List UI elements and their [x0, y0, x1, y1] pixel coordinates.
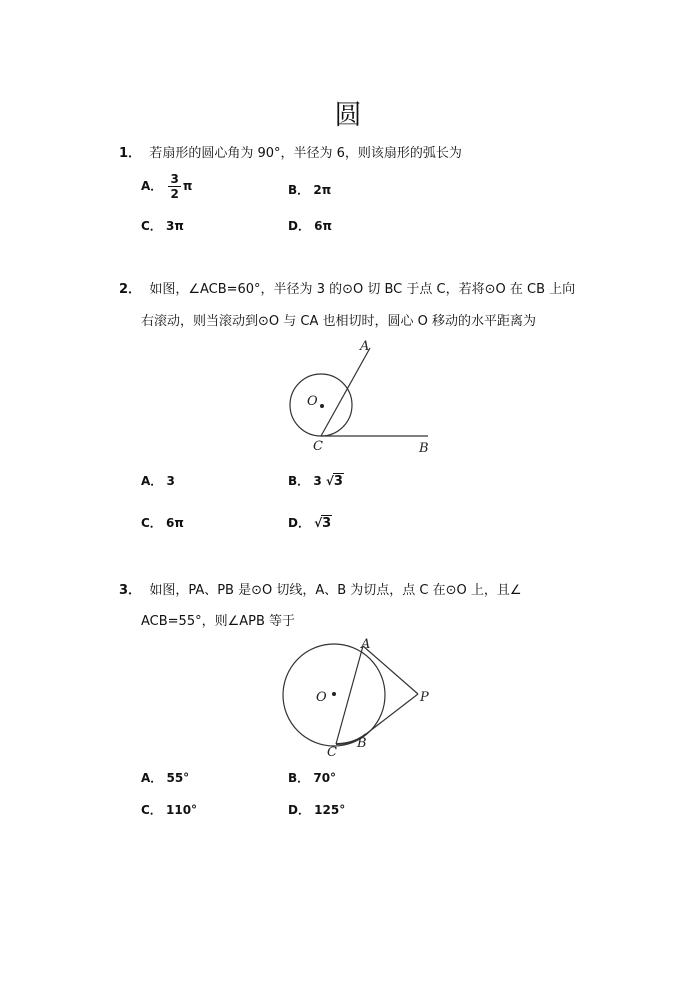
- q2-figure: [280, 338, 440, 460]
- question-number: 3．: [119, 583, 142, 598]
- ray-ca: [321, 348, 370, 436]
- label-b: B: [357, 736, 367, 751]
- tangent-pb: [366, 694, 418, 734]
- label-c: C: [313, 439, 323, 454]
- label-o: O: [307, 394, 318, 409]
- option-label: D．: [288, 803, 310, 817]
- label-b: B: [419, 441, 429, 456]
- question-2-line-2: 右滚动，则当滚动到⊙O 与 CA 也相切时，圆心 O 移动的水平距离为: [141, 314, 536, 329]
- option-label: D．: [288, 516, 310, 530]
- option-label: A．: [141, 474, 163, 488]
- question-text: 若扇形的圆心角为 90°，半径为 6，则该扇形的弧长为: [149, 146, 462, 161]
- option-label: B．: [288, 183, 310, 197]
- radicand: 3: [322, 516, 332, 531]
- question-3-line-1: [119, 582, 522, 600]
- option-value: 125°: [314, 803, 346, 817]
- q2-option-c[interactable]: [141, 514, 184, 532]
- label-c: C: [327, 745, 337, 760]
- question-text: 如图，PA、PB 是⊙O 切线，A、B 为切点，点 C 在⊙O 上，且∠: [149, 583, 522, 598]
- option-value: 55°: [166, 771, 190, 785]
- question-text: 如图，∠ACB=60°，半径为 3 的⊙O 切 BC 于点 C，若将⊙O 在 CB 上向: [149, 282, 576, 297]
- option-coefficient: 3: [313, 474, 322, 488]
- q3-option-b[interactable]: [288, 769, 336, 787]
- option-label: C．: [141, 219, 162, 233]
- center-point: [320, 404, 324, 408]
- q3-option-c[interactable]: [141, 801, 197, 819]
- q1-option-b[interactable]: [288, 181, 331, 199]
- option-value: 6π: [314, 219, 332, 233]
- q2-option-d[interactable]: [288, 514, 332, 532]
- option-label: C．: [141, 803, 162, 817]
- q2-option-b[interactable]: [288, 472, 344, 490]
- question-2-line-1: [119, 281, 575, 299]
- label-a: A: [361, 637, 371, 652]
- question-number: 2．: [119, 282, 142, 297]
- tangent-pa: [363, 646, 418, 694]
- label-o: O: [316, 690, 327, 705]
- fraction-numerator: 3: [170, 172, 179, 186]
- page-title: 圆: [334, 100, 362, 131]
- fraction: [168, 172, 180, 201]
- option-value: 6π: [166, 516, 184, 530]
- question-1: [119, 145, 462, 163]
- fraction-denominator: 2: [170, 187, 179, 201]
- q3-option-d[interactable]: [288, 801, 345, 819]
- option-label: D．: [288, 219, 310, 233]
- option-label: C．: [141, 516, 162, 530]
- q3-option-a[interactable]: [141, 769, 189, 787]
- sqrt-symbol: √3: [325, 474, 343, 489]
- option-value: 3π: [166, 219, 184, 233]
- q3-figure: [278, 636, 438, 760]
- option-label: A．: [141, 771, 163, 785]
- option-value: 2π: [313, 183, 332, 197]
- q1-option-c[interactable]: [141, 217, 184, 235]
- option-label: B．: [288, 771, 310, 785]
- option-value: 3: [166, 474, 175, 488]
- option-label: B．: [288, 474, 310, 488]
- sqrt-symbol: √3: [314, 516, 332, 531]
- pi-symbol: π: [182, 179, 193, 193]
- option-label: A．: [141, 179, 163, 193]
- q2-option-a[interactable]: [141, 472, 175, 490]
- label-a: A: [360, 339, 370, 354]
- option-value: 110°: [166, 803, 198, 817]
- label-p: P: [420, 690, 429, 705]
- radicand: 3: [333, 474, 343, 489]
- question-number: 1．: [119, 146, 142, 161]
- q1-option-a[interactable]: [141, 172, 192, 201]
- chord-ac: [336, 646, 363, 744]
- option-value: 70°: [313, 771, 337, 785]
- q1-option-d[interactable]: [288, 217, 332, 235]
- question-3-line-2: ACB=55°，则∠APB 等于: [141, 614, 296, 629]
- center-point: [332, 692, 336, 696]
